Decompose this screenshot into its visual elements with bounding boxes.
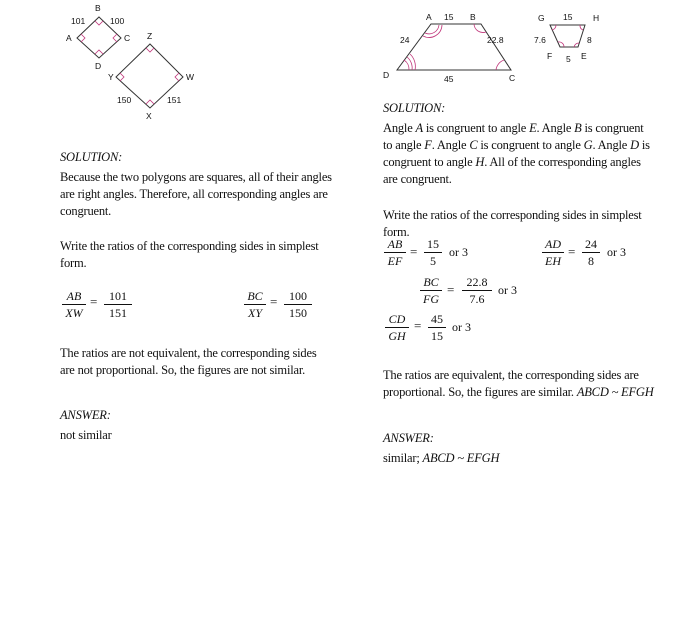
r3-num-name: BC <box>420 275 442 291</box>
st-p6: is congruent to angle <box>477 138 584 152</box>
r1-values <box>424 237 442 268</box>
left-ratio2-den-val: 150 <box>289 306 307 320</box>
r3-den-val: 7.6 <box>469 292 485 306</box>
left-ratio2-num-val: 100 <box>284 289 312 305</box>
left-solution-label: SOLUTION: <box>60 150 123 164</box>
st-b: B <box>574 121 582 135</box>
measure-g-right: 8 <box>587 35 592 45</box>
left-ratio2-eq: = <box>270 294 278 309</box>
measure-g-bottom: 5 <box>566 54 571 64</box>
angle-mark-y <box>120 73 124 81</box>
right-solution-label: SOLUTION: <box>383 101 446 115</box>
r4-names <box>385 312 409 343</box>
r2-den-name: EH <box>545 254 561 268</box>
r3-values <box>462 275 492 306</box>
right-answer <box>383 450 499 467</box>
measure-g-top: 15 <box>563 12 573 22</box>
r2-or: or 3 <box>607 245 626 259</box>
angle-mark-h <box>580 25 583 30</box>
measure-g-left: 7.6 <box>534 35 546 45</box>
r1-num-val: 15 <box>424 237 442 253</box>
label-d: D <box>95 61 102 71</box>
left-ratio1-eq: = <box>90 294 98 309</box>
right-answer-sim: ABCD ~ EFGH <box>422 451 500 465</box>
measure-bc: 100 <box>110 16 125 26</box>
right-conclusion <box>383 367 655 401</box>
measure-xw: 151 <box>167 95 182 105</box>
label-g: G <box>538 13 545 23</box>
label-z: Z <box>147 31 153 41</box>
r4-num-val: 45 <box>428 312 446 328</box>
right-conclusion-text: The ratios are equivalent, the corresponding sides are proportional. So, the figures are similar. <box>383 368 639 399</box>
st-p3: . Angle <box>536 121 575 135</box>
angle-mark-w <box>175 73 179 81</box>
st-p5: . Angle <box>431 138 470 152</box>
left-ratio1-names <box>62 289 86 320</box>
angle-mark-c <box>113 34 117 42</box>
st-g: G <box>583 138 593 152</box>
r1-num-name: AB <box>384 237 406 253</box>
measure-t-top: 15 <box>444 12 454 22</box>
left-ratio1-den-val: 151 <box>109 306 127 320</box>
angle-mark-g <box>552 25 556 30</box>
r2-names <box>542 237 564 268</box>
r4-den-val: 15 <box>431 329 443 343</box>
st-p8: is congruent to angle <box>383 138 650 169</box>
st-p9: . All of the corresponding angles are congruent. <box>383 155 641 186</box>
r4-num-name: CD <box>385 312 409 328</box>
left-ratio1-values <box>104 289 132 320</box>
left-ratio2-values <box>284 289 312 320</box>
angle-mark-tD <box>404 60 409 70</box>
r2-eq: = <box>568 244 576 259</box>
r1-or: or 3 <box>449 245 468 259</box>
right-answer-label: ANSWER: <box>383 431 434 445</box>
label-x: X <box>146 111 152 121</box>
label-f: F <box>547 51 553 61</box>
angle-mark-tC <box>496 60 504 70</box>
label-c: C <box>124 33 131 43</box>
left-answer: not similar <box>60 428 112 442</box>
r1-den-name: EF <box>387 254 403 268</box>
left-solution-text: Because the two polygons are squares, all of their angles are right angles. Therefore, all corresponding angles are congruent. <box>60 170 332 218</box>
r4-den-name: GH <box>388 329 406 343</box>
left-ratio2-names <box>244 289 266 320</box>
r1-den-val: 5 <box>430 254 436 268</box>
angle-mark-x <box>146 100 154 104</box>
r1-eq: = <box>410 244 418 259</box>
angle-mark-a <box>81 34 85 42</box>
label-t-a: A <box>426 12 432 22</box>
measure-t-bottom: 45 <box>444 74 454 84</box>
st-d: D <box>630 138 639 152</box>
r1-names <box>384 237 406 268</box>
r2-den-val: 8 <box>588 254 594 268</box>
measure-ab: 101 <box>71 16 86 26</box>
label-a: A <box>66 33 72 43</box>
left-ratio2-den-name: XY <box>247 306 262 320</box>
st-f: F <box>424 138 432 152</box>
measure-yx: 150 <box>117 95 132 105</box>
left-answer-label: ANSWER: <box>60 408 111 422</box>
left-ratio1-num-val: 101 <box>104 289 132 305</box>
r4-values <box>428 312 446 343</box>
st-p7: . Angle <box>592 138 631 152</box>
left-ratio2-num-name: BC <box>244 289 266 305</box>
r2-values <box>582 237 600 268</box>
label-b: B <box>95 3 101 13</box>
angle-mark-z <box>146 48 154 52</box>
right-ratios-intro: Write the ratios of the corresponding sides in simplest form. <box>383 208 642 239</box>
label-e: E <box>581 51 587 61</box>
measure-t-left: 24 <box>400 35 410 45</box>
left-ratio1-num-name: AB <box>62 289 86 305</box>
st-p1: Angle <box>383 121 416 135</box>
st-e: E <box>529 121 537 135</box>
right-conclusion-sim: ABCD ~ EFGH <box>576 385 654 399</box>
st-c: C <box>469 138 478 152</box>
r3-names <box>420 275 442 306</box>
r3-eq: = <box>447 282 455 297</box>
label-t-d: D <box>383 70 390 80</box>
angle-mark-d <box>95 50 103 54</box>
st-h: H <box>475 155 485 169</box>
left-conclusion: The ratios are not equivalent, the corresponding sides are not proportional. So, the figures are not similar. <box>60 346 317 377</box>
label-w: W <box>186 72 195 82</box>
label-t-c: C <box>509 73 516 83</box>
st-p4: is congruent to angle <box>383 121 644 152</box>
label-y: Y <box>108 72 114 82</box>
r3-or: or 3 <box>498 283 517 297</box>
st-p2: is congruent to angle <box>422 121 530 135</box>
right-solution-text <box>383 120 655 188</box>
r3-den-name: FG <box>423 292 439 306</box>
label-h: H <box>593 13 600 23</box>
trapezoid-abcd <box>397 24 511 70</box>
st-a: A <box>415 121 423 135</box>
label-t-b: B <box>470 12 476 22</box>
left-ratio1-den-name: XW <box>65 306 83 320</box>
angle-mark-b <box>95 21 103 25</box>
measure-t-right: 22.8 <box>487 35 504 45</box>
r3-num-val: 22.8 <box>462 275 492 291</box>
r2-num-val: 24 <box>582 237 600 253</box>
r2-num-name: AD <box>542 237 564 253</box>
right-answer-prefix: similar; <box>383 451 423 465</box>
r4-eq: = <box>414 318 422 333</box>
left-ratios-intro: Write the ratios of the corresponding sides in simplest form. <box>60 239 319 270</box>
r4-or: or 3 <box>452 320 471 334</box>
